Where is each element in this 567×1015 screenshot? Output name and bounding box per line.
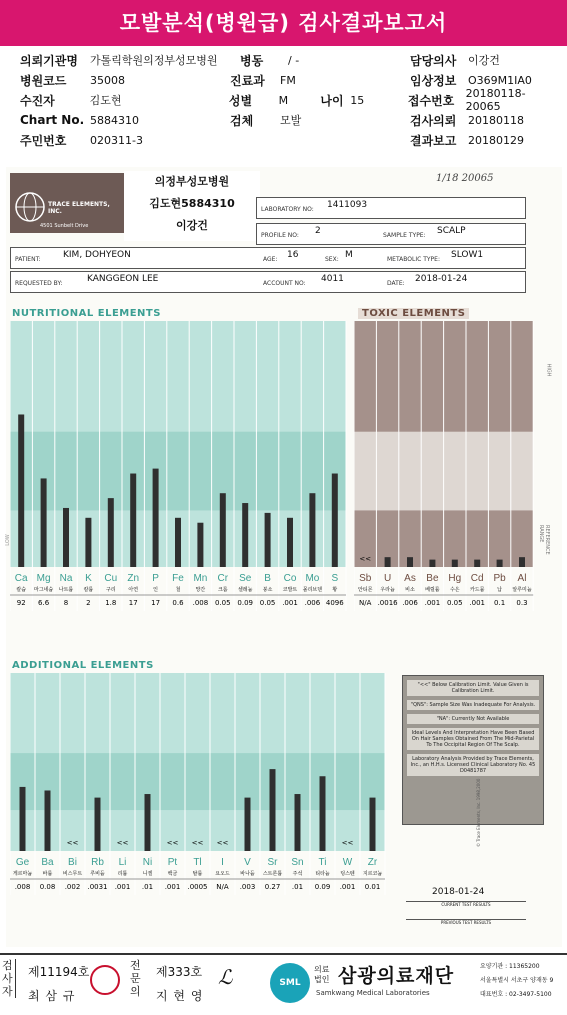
logo-address: 4501 Sunbelt Drive [40,223,89,229]
lab-no-box [256,197,526,219]
value: M [278,93,289,107]
below-limit-Li: << [116,839,129,847]
tick-I: I [221,857,224,868]
tick-Be: Be [426,573,439,584]
acct-label: ACCOUNT NO: [263,280,306,287]
sex: M [345,250,353,260]
kr-Mg: 마그네슘 [33,587,54,593]
patient-box [10,247,526,269]
kr-Na: 나트륨 [58,587,74,593]
bar-Ba [45,790,51,851]
bar-V [245,798,251,851]
value-Sr: 0.27 [264,883,281,891]
lab-no-label: LABORATORY NO: [261,206,314,213]
bar-Zn [130,474,136,567]
tick-K: K [85,573,92,584]
value-Pt: .001 [164,883,181,891]
lab-no: 1411093 [327,200,368,210]
report-notes [402,675,544,825]
kr-Cd: 카드뮴 [469,587,485,593]
bar-Ca [18,414,24,567]
bar-Ni [145,794,151,851]
kr-Cu: 구리 [105,587,116,593]
below-limit-Tl: << [191,839,204,847]
bar-Hg [452,560,458,567]
value-Na: 8 [63,599,69,607]
value: 20180118 [468,113,524,127]
age-label: AGE: [263,256,278,263]
label: Chart No. [20,113,85,127]
patient-name: KIM, DOHYEON [63,250,131,260]
value-Cd: .001 [469,599,485,607]
label: 나이 [320,93,344,108]
kr-I: 요오드 [215,871,230,877]
tick-Ca: Ca [14,573,28,584]
trace-elements-logo [10,173,125,233]
tick-Na: Na [59,573,73,584]
tick-Pb: Pb [493,573,506,584]
metabolic-type: SLOW1 [451,250,484,260]
bar-Mg [41,478,47,567]
tick-Fe: Fe [172,573,184,584]
tick-Sb: Sb [359,573,372,584]
value-Mo: .006 [304,599,321,607]
kr-Pt: 백금 [167,871,178,877]
bar-U [385,557,391,567]
tick-Hg: Hg [448,573,462,584]
value: 모발 [280,114,302,127]
label: 수진자 [20,93,55,108]
note: Laboratory Analysis Provided by Trace Elements, Inc., an H.H.s. Licensed Clinical Laboratory No. 45 D0481787 [407,754,539,776]
req-label: REQUESTED BY: [15,280,63,287]
value: 020311-3 [90,133,143,147]
tick-Li: Li [118,857,127,868]
value: O369M1IA0 [468,73,532,87]
bar-Co [287,518,293,567]
org-name-en: Samkwang Medical Laboratories [316,989,430,997]
value-Mg: 6.6 [38,599,50,607]
additional-title: ADDITIONAL ELEMENTS [12,660,154,671]
low-label: LOW [4,534,11,546]
value-Mn: .008 [192,599,209,607]
inspector-license: 제11194호 [28,965,90,979]
stamp-doctor: 이강건 [176,219,208,232]
org-tag: 의료법인 [314,965,330,984]
tick-Cu: Cu [104,573,118,584]
value: 15 [350,93,365,107]
kr-U: 우라늄 [380,587,395,593]
additional-chart [10,673,390,903]
date-label: DATE: [387,280,405,287]
label: 성별 [228,93,253,108]
tick-Mg: Mg [36,573,51,584]
value-W: .001 [339,883,356,891]
value: 20180118-20065 [465,87,526,113]
profile-label: PROFILE NO: [261,232,299,239]
stamp-patient: 김도현5884310 [149,197,235,210]
note: "QNS": Sample Size Was Inadequate For Analysis. [407,700,539,710]
tick-W: W [342,857,353,868]
reference-label: REFERENCE RANGE [538,525,550,555]
tick-Mn: Mn [193,573,208,584]
kr-K: 칼륨 [83,587,94,593]
bar-As [407,557,413,567]
kr-Ti: 티타늄 [315,871,330,877]
bar-B [265,513,271,567]
bar-Sr [270,769,276,851]
below-limit-Bi: << [66,839,79,847]
kr-As: 비소 [405,587,415,593]
kr-Cr: 크롬 [217,587,228,593]
tick-U: U [383,573,392,584]
handwritten-note: 1/18 20065 [436,173,494,184]
bar-S [332,474,338,567]
org-code: 요양기관 : 11365200 [480,963,540,970]
tick-V: V [244,857,251,868]
bar-Al [519,557,525,567]
kr-Ge: 게르마늄 [12,871,33,877]
bar-Cd [474,560,480,567]
label: 의뢰기관명 [20,53,78,68]
profile-box [256,223,526,245]
inspector-label: 검사자 [2,959,16,998]
sml-logo: SML [270,963,310,1003]
value: / - [288,53,300,67]
value: 5884310 [90,113,139,127]
value-Cr: 0.05 [215,599,231,607]
toxic-chart [354,321,536,617]
kr-Rb: 루비듐 [90,871,105,877]
kr-Zn: 아연 [128,587,139,593]
kr-Sb: 안티몬 [357,587,373,593]
specialist-license: 제333호 [156,965,203,979]
kr-W: 텅스텐 [340,871,355,877]
tick-Al: Al [517,573,527,584]
label: 임상정보 [410,73,457,88]
note: Ideal Levels And Interpretation Have Been Based On Hair Samples Obtained From The Mid-Parietal To The Occipital Region Of The Scalp. [407,728,539,750]
kr-Fe: 철 [175,587,181,593]
request-box [10,271,526,293]
value-Ge: .008 [14,883,31,891]
value-Be: .001 [424,599,441,607]
value-Zn: 17 [128,599,138,607]
tick-Ti: Ti [318,857,327,868]
label: 검사의뢰 [410,113,457,128]
value-Bi: .002 [64,883,81,891]
reference-band [10,753,385,810]
kr-Li: 리튬 [117,871,128,877]
bar-Na [63,508,69,567]
note: "NA": Currently Not Available [407,714,539,724]
tick-Ge: Ge [15,857,30,868]
value-U: .0016 [377,599,398,607]
kr-Zr: 지르코늄 [362,871,383,877]
kr-Hg: 수은 [449,587,460,593]
profile-no: 2 [315,226,321,236]
previous-results-label: PREVIOUS TEST RESULTS [406,919,526,925]
note: "<<" Below Calibration Limit. Value Given is Calibration Limit. [407,680,539,696]
bar-K [85,518,91,567]
sample-label: SAMPLE TYPE: [383,232,426,239]
below-limit-W: << [341,839,354,847]
org-tel: 대표번호 : 02-3497-5100 [480,991,552,998]
value-P: 17 [151,599,161,607]
report-date: 2018-01-24 [415,274,468,284]
value-Fe: 0.6 [172,599,184,607]
hospital-stamp [124,171,260,241]
bar-Fe [175,518,181,567]
kr-Mo: 몰리브덴 [302,587,323,593]
value-Zr: 0.01 [364,883,381,891]
hair-analysis-report [6,167,562,947]
value-Ba: 0.08 [39,883,56,891]
value-Sb: N/A [359,599,372,607]
requested-by: KANGGEON LEE [87,274,159,284]
sex-label: SEX: [325,256,339,263]
value: 가톨릭학원의정부성모병원 [90,54,218,67]
kr-Pb: 납 [497,587,503,593]
value-Ni: .01 [141,883,154,891]
kr-Sr: 스트론튬 [262,871,283,877]
copyright: © Trace Elements, Inc. 1998,2000 [476,778,481,847]
bar-Ti [320,776,326,851]
patient-label: PATIENT: [15,256,41,263]
account-no: 4011 [321,274,344,284]
high-label: HIGH [545,363,552,377]
kr-Bi: 비스무트 [62,871,83,877]
specialist-name: 지 현 영 [156,989,204,1003]
inspector-name: 최 삼 규 [28,989,76,1003]
signature-date: 2018-01-24 [432,887,485,897]
bar-Be [429,560,435,567]
kr-Be: 베릴륨 [425,587,440,593]
tick-Tl: Tl [193,857,202,868]
value: 35008 [90,73,125,87]
tick-Co: Co [283,573,297,584]
value-Li: .001 [114,883,131,891]
nutritional-title: NUTRITIONAL ELEMENTS [12,308,161,319]
label: 주민번호 [20,133,67,148]
age: 16 [287,250,299,260]
kr-Ba: 바륨 [42,871,53,877]
bar-Mn [197,523,203,567]
value-Co: .001 [282,599,298,607]
label: 병원코드 [20,73,67,88]
kr-P: 인 [153,587,159,593]
label: 결과보고 [410,133,457,148]
tick-Bi: Bi [68,857,77,868]
logo-text: TRACE ELEMENTS, INC. [48,201,110,215]
label: 진료과 [230,73,265,88]
value-Rb: .0031 [87,883,108,891]
bar-Cr [220,493,226,567]
value-Cu: 1.8 [105,599,117,607]
tick-Zn: Zn [127,573,140,584]
value-Sn: .01 [291,883,304,891]
toxic-title: TOXIC ELEMENTS [358,308,469,319]
kr-S: 황 [332,587,338,593]
nutritional-chart [10,321,350,617]
kr-Ni: 니켈 [142,871,153,877]
kr-Al: 알루미늄 [512,587,532,593]
bar-Pb [497,560,503,567]
value-K: 2 [86,599,91,607]
tick-S: S [331,573,339,584]
value: FM [280,73,296,87]
org-address: 서울특별시 서초구 양재동 9 [480,977,554,984]
tick-B: B [264,573,271,584]
value-B: 0.05 [259,599,276,607]
bar-Ge [20,787,26,851]
value-Ca: 92 [16,599,26,607]
value-Ti: 0.09 [314,883,331,891]
bar-Mo [309,493,315,567]
value-Tl: .0005 [187,883,208,891]
tick-Ba: Ba [41,857,54,868]
label: 접수번호 [407,93,455,108]
value-Hg: 0.05 [447,599,463,607]
tick-Se: Se [239,573,252,584]
value-I: N/A [216,883,229,891]
tick-Sr: Sr [267,857,278,868]
value: 20180129 [468,133,524,147]
bar-Cu [108,498,114,567]
signature-footer [0,953,567,1015]
tick-Ni: Ni [142,857,153,868]
value-Al: 0.3 [516,599,528,607]
tick-P: P [152,573,159,584]
kr-V: 바나듐 [240,871,255,877]
kr-Tl: 탈륨 [192,871,203,877]
kr-Ca: 칼슘 [16,587,27,593]
kr-Co: 코발트 [282,587,298,593]
bar-Sn [295,794,301,851]
kr-B: 붕소 [262,587,273,593]
value-As: .006 [402,599,418,607]
stamp-hospital: 의정부성모병원 [154,175,230,188]
patient-info [20,50,560,150]
bar-Se [242,503,248,567]
bar-P [153,469,159,567]
value-Pb: 0.1 [494,599,506,607]
kr-Mn: 망간 [195,587,206,593]
specialist-label: 전문의 [130,959,141,998]
label: 병동 [240,53,264,68]
current-results-label: CURRENT TEST RESULTS [406,901,526,907]
label: 검체 [230,113,254,128]
kr-Sn: 주석 [292,871,303,877]
tick-Pt: Pt [167,857,178,868]
kr-Se: 셀레늄 [237,587,253,593]
label: 담당의사 [410,53,457,68]
sample-type: SCALP [437,226,466,236]
tick-Sn: Sn [291,857,304,868]
value-Se: 0.09 [237,599,253,607]
below-limit-Sb: << [359,555,372,563]
specialist-signature: ℒ [218,965,233,989]
bar-Zr [370,798,376,851]
value: 이강건 [468,54,500,67]
value-V: .003 [239,883,256,891]
tick-Zr: Zr [367,857,378,868]
bar-Rb [95,798,101,851]
value-S: 4096 [325,599,344,607]
report-title: 모발분석(병원급) 검사결과보고서 [0,0,567,46]
org-name: 삼광의료재단 [338,965,455,987]
reference-band [10,432,346,511]
value: 김도현 [89,94,122,107]
tick-As: As [404,573,416,584]
tick-Rb: Rb [91,857,104,868]
below-limit-I: << [216,839,229,847]
inspector-seal [90,965,120,995]
tick-Cr: Cr [217,573,229,584]
below-limit-Pt: << [166,839,179,847]
tick-Mo: Mo [305,573,320,584]
tick-Cd: Cd [470,573,484,584]
metab-label: METABOLIC TYPE: [387,256,440,263]
